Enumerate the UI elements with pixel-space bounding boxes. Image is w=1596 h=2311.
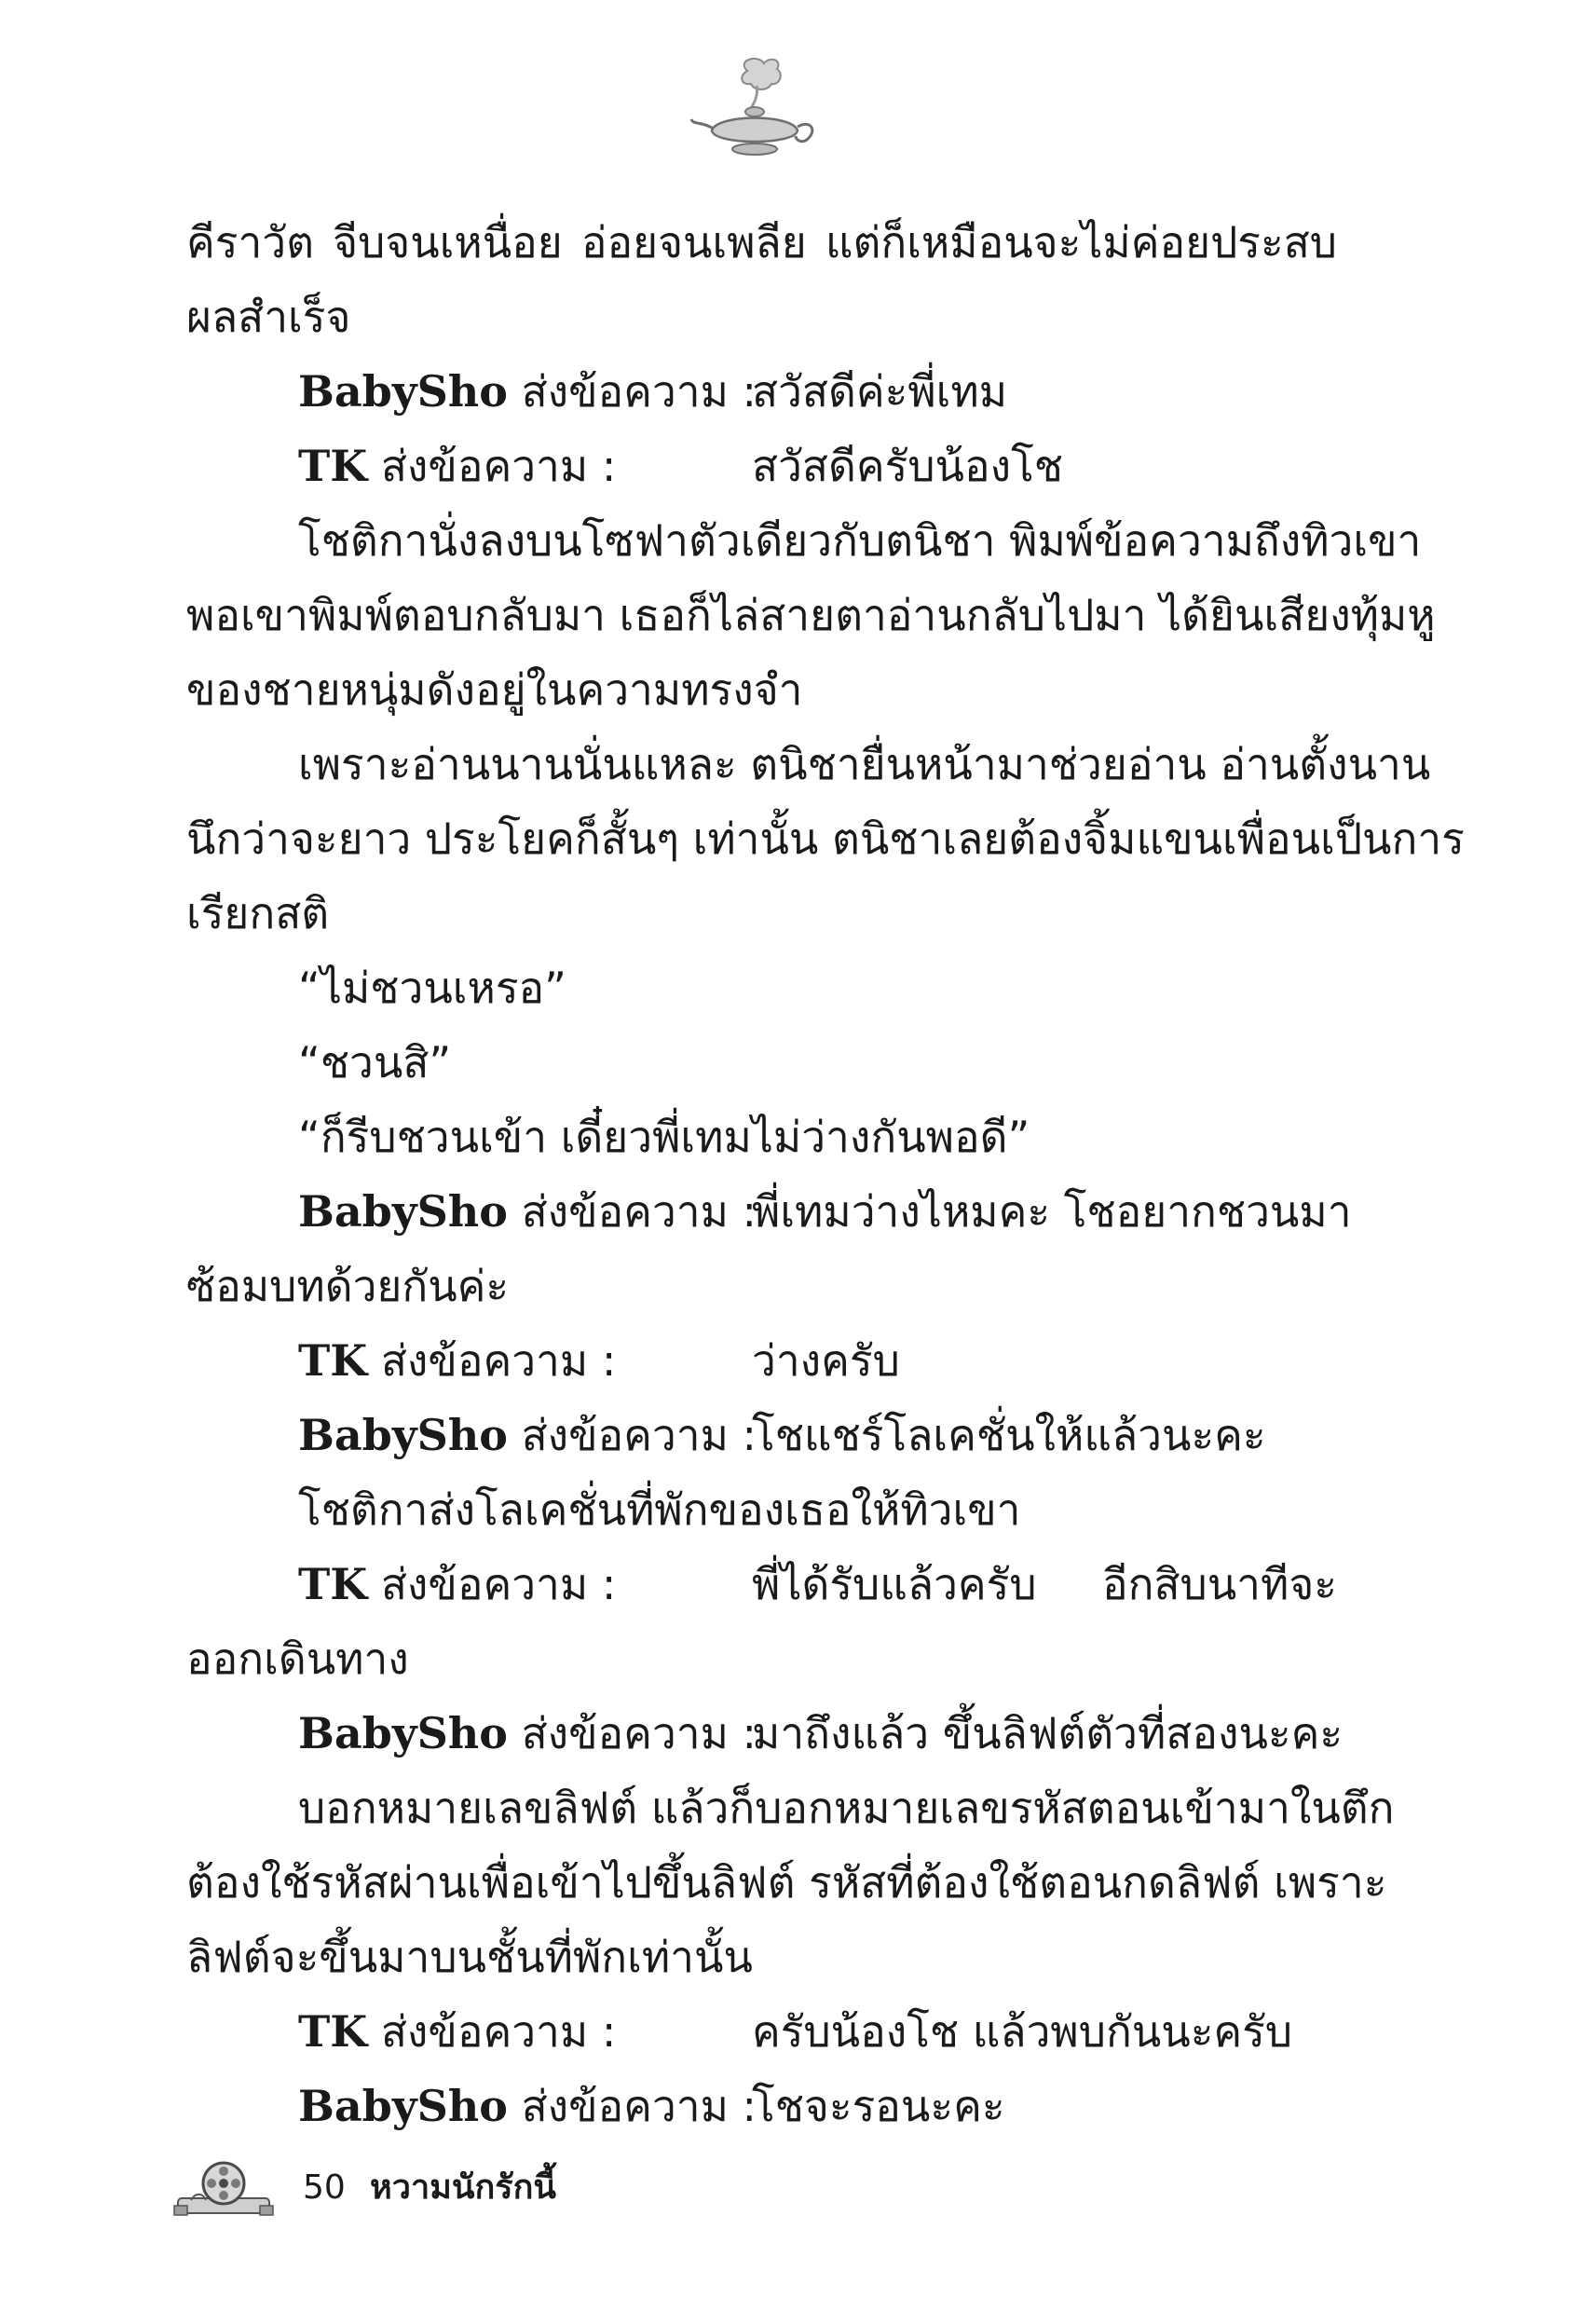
chat-label: ส่งข้อความ :: [521, 1708, 757, 1758]
dialogue-line: “ชวนสิ”: [298, 1037, 452, 1087]
chat-sender: BabySho: [298, 1410, 508, 1460]
chat-sender: BabySho: [298, 1708, 508, 1758]
chat-sender: TK: [298, 1559, 368, 1609]
chat-label: ส่งข้อความ :: [380, 1335, 617, 1386]
chat-label: ส่งข้อความ :: [380, 1559, 617, 1609]
paragraph-line: ซ้อมบทด้วยกันค่ะ: [186, 1261, 510, 1311]
chat-text: สวัสดีค่ะพี่เทม: [752, 366, 1008, 417]
page-number: 50: [303, 2168, 346, 2207]
paragraph-line: พอเขาพิมพ์ตอบกลับมา เธอก็ไล่สายตาอ่านกลับไปมา ได้ยินเสียงทุ้มหู: [186, 590, 1436, 640]
chat-message: [298, 1174, 1352, 1249]
paragraph-line: เรียกสติ: [186, 888, 330, 938]
chat-label: ส่งข้อความ :: [380, 441, 617, 491]
chat-label: ส่งข้อความ :: [521, 366, 757, 417]
chat-message: [298, 1398, 1337, 1472]
chat-text: สวัสดีครับน้องโช: [752, 441, 1063, 491]
paragraph-line: โชติกาส่งโลเคชั่นที่พักของเธอให้ทิวเขา: [298, 1484, 1021, 1535]
chat-text: ว่างครับ: [752, 1335, 900, 1386]
chat-text: โชแชร์โลเคชั่นให้แล้วนะคะ: [752, 1410, 1266, 1460]
page-footer: [172, 2157, 731, 2222]
chat-text: พี่ได้รับแล้วครับ อีกสิบนาทีจะ: [752, 1559, 1337, 1609]
paragraph-line: ผลสำเร็จ: [186, 292, 351, 342]
chat-sender: TK: [298, 2006, 368, 2057]
chat-message: [298, 2069, 1337, 2143]
chat-sender: BabySho: [298, 366, 508, 417]
paragraph-line: คีราวัต จีบจนเหนื่อย อ่อยจนเพลีย แต่ก็เหมือนจะไม่ค่อยประสบ: [186, 217, 1337, 267]
chat-text: พี่เทมว่างไหมคะ โชอยากชวนมา: [752, 1186, 1352, 1237]
chat-label: ส่งข้อความ :: [521, 1186, 757, 1237]
chat-sender: TK: [298, 1335, 368, 1386]
chat-message: [298, 1323, 1337, 1398]
chat-message: [298, 1994, 1337, 2069]
chat-text: ครับน้องโช แล้วพบกันนะครับ: [752, 2006, 1293, 2057]
paragraph-line: โชติกานั่งลงบนโซฟาตัวเดียวกับตนิชา พิมพ์ข้อความถึงทิวเขา: [298, 515, 1422, 566]
chat-message: [298, 354, 1337, 429]
chat-label: ส่งข้อความ :: [521, 1410, 757, 1460]
paragraph-line: บอกหมายเลขลิฟต์ แล้วก็บอกหมายเลขรหัสตอนเข้ามาในตึก: [298, 1783, 1395, 1833]
chat-text: มาถึงแล้ว ขึ้นลิฟต์ตัวที่สองนะคะ: [752, 1708, 1344, 1758]
chat-text: โชจะรอนะคะ: [752, 2081, 1005, 2131]
chat-sender: TK: [298, 441, 368, 491]
chat-sender: BabySho: [298, 2081, 508, 2131]
book-title: หวามนักรักนี้: [370, 2168, 557, 2207]
paragraph-line: นึกว่าจะยาว ประโยคก็สั้นๆ เท่านั้น ตนิชาเลยต้องจิ้มแขนเพื่อนเป็นการ: [186, 814, 1465, 864]
dialogue-line: “ก็รีบชวนเข้า เดี๋ยวพี่เทมไม่ว่างกันพอดี”: [298, 1112, 1030, 1162]
paragraph-line: ต้องใช้รหัสผ่านเพื่อเข้าไปขึ้นลิฟต์ รหัสที่ต้องใช้ตอนกดลิฟต์ เพราะ: [186, 1857, 1387, 1908]
paragraph-line: ลิฟต์จะขึ้นมาบนชั้นที่พักเท่านั้น: [186, 1932, 753, 1982]
paragraph-line: ออกเดินทาง: [186, 1634, 409, 1684]
paragraph-line: ของชายหนุ่มดังอยู่ในความทรงจำ: [186, 664, 803, 715]
film-reel-emblem-icon: [172, 2157, 275, 2219]
genie-lamp-icon: [689, 54, 820, 166]
chat-message: [298, 1696, 1344, 1771]
dialogue-line: “ไม่ชวนเหรอ”: [298, 963, 566, 1013]
chat-message: [298, 429, 1337, 503]
chat-message: [298, 1547, 1337, 1621]
chat-sender: BabySho: [298, 1186, 508, 1237]
chat-label: ส่งข้อความ :: [521, 2081, 757, 2131]
paragraph-line: เพราะอ่านนานนั่นแหละ ตนิชายื่นหน้ามาช่วยอ่าน อ่านตั้งนาน: [298, 739, 1431, 789]
chat-label: ส่งข้อความ :: [380, 2006, 617, 2057]
